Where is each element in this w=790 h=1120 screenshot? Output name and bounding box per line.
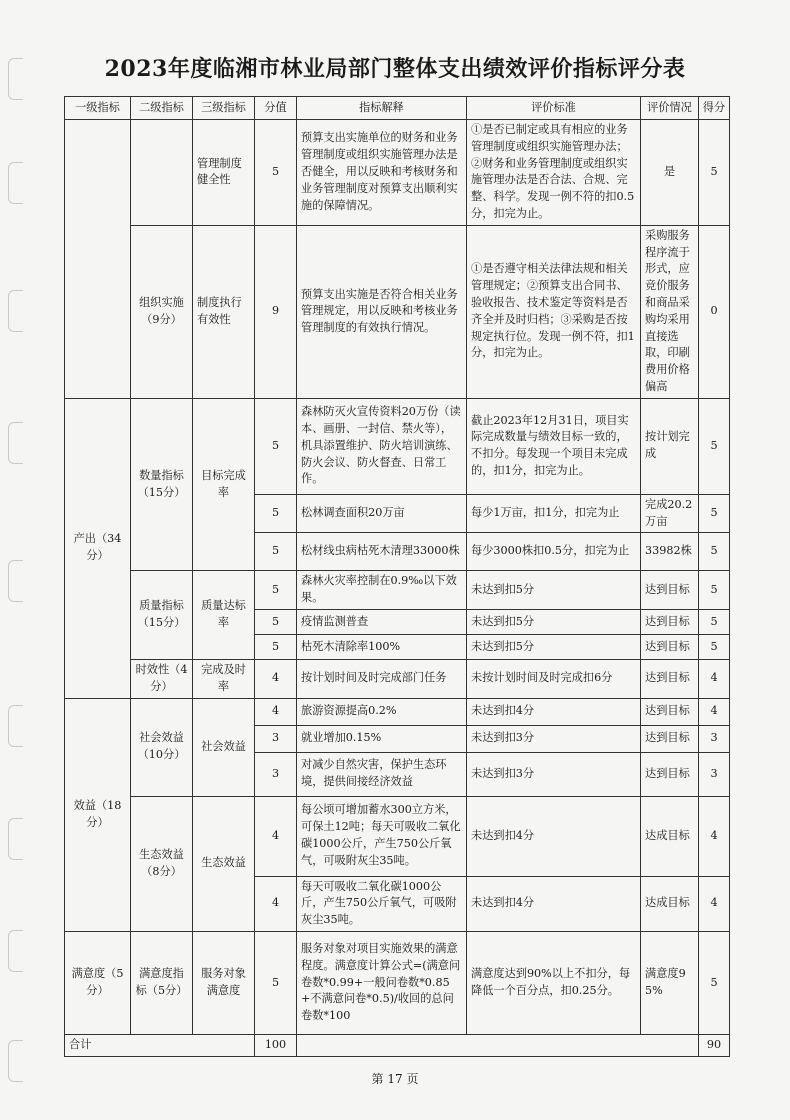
score-cell: 5	[255, 634, 297, 659]
score-cell: 4	[255, 659, 297, 698]
level3-cell: 服务对象满意度	[193, 931, 255, 1034]
standard-cell: 未达到扣4分	[467, 796, 641, 876]
eval-cell: 达到目标	[641, 752, 699, 796]
total-label: 合计	[65, 1034, 255, 1056]
level3-cell: 完成及时率	[193, 659, 255, 698]
total-score: 100	[255, 1034, 297, 1056]
header-cell: 二级指标	[131, 97, 193, 120]
got-cell: 4	[699, 796, 730, 876]
score-cell: 5	[255, 571, 297, 610]
table-row	[65, 698, 730, 725]
level1-cell: 产出（34分）	[65, 398, 131, 698]
standard-cell: 未达到扣4分	[467, 698, 641, 725]
standard-cell: ①是否已制定或具有相应的业务管理制度或组织实施管理办法；②财务和业务管理制度或组织实施管理办法是否合法、合规、完整、科学。发现一例不符的扣0.5分，扣完为止。	[467, 120, 641, 226]
header-cell: 得分	[699, 97, 730, 120]
score-cell: 5	[255, 494, 297, 533]
level3-cell: 制度执行有效性	[193, 225, 255, 398]
standard-cell: 满意度达到90%以上不扣分，每降低一个百分点，扣0.25分。	[467, 931, 641, 1034]
level3-cell: 质量达标率	[193, 571, 255, 660]
standard-cell: 每少3000株扣0.5分，扣完为止	[467, 533, 641, 571]
got-cell: 5	[699, 533, 730, 571]
eval-cell: 采购服务程序流于形式，应竞价服务和商品采购均采用直接选取，印刷费用价格偏高	[641, 225, 699, 398]
explain-cell: 森林防灭火宣传资料20万份（读本、画册、一封信、禁火等），机具添置维护、防火培训演练、防火会议、防火督查、日常工作。	[297, 398, 467, 494]
got-cell: 3	[699, 752, 730, 796]
eval-cell: 按计划完成	[641, 398, 699, 494]
got-cell: 4	[699, 876, 730, 931]
standard-cell: 未达到扣5分	[467, 609, 641, 634]
total-empty	[297, 1034, 699, 1056]
explain-cell: 按计划时间及时完成部门任务	[297, 659, 467, 698]
score-cell: 4	[255, 796, 297, 876]
total-got: 90	[699, 1034, 730, 1056]
explain-cell: 对减少自然灾害，保护生态环境，提供间接经济效益	[297, 752, 467, 796]
score-cell: 3	[255, 725, 297, 752]
header-cell: 评价情况	[641, 97, 699, 120]
table-row	[65, 225, 730, 398]
binder-hole	[8, 705, 23, 747]
eval-cell: 达到目标	[641, 609, 699, 634]
eval-cell: 达成目标	[641, 876, 699, 931]
got-cell: 5	[699, 494, 730, 533]
explain-cell: 每公顷可增加蓄水300立方米，可保土12吨；每天可吸收二氧化碳1000公斤，产生750公斤氧气，可吸附灰尘35吨。	[297, 796, 467, 876]
header-cell: 指标解释	[297, 97, 467, 120]
table-header-row	[65, 97, 730, 120]
level3-cell: 社会效益	[193, 698, 255, 796]
level2-cell: 数量指标（15分）	[131, 398, 193, 571]
table-row	[65, 931, 730, 1034]
eval-cell: 满意度95%	[641, 931, 699, 1034]
explain-cell: 每天可吸收二氧化碳1000公斤，产生750公斤氧气，可吸附灰尘35吨。	[297, 876, 467, 931]
got-cell: 5	[699, 931, 730, 1034]
table-row	[65, 120, 730, 226]
standard-cell: 未达到扣3分	[467, 725, 641, 752]
eval-cell: 达到目标	[641, 571, 699, 610]
score-table	[64, 96, 730, 1057]
standard-cell: 未达到扣5分	[467, 634, 641, 659]
score-cell: 5	[255, 398, 297, 494]
standard-cell: 每少1万亩，扣1分，扣完为止	[467, 494, 641, 533]
header-cell: 一级指标	[65, 97, 131, 120]
binder-hole	[8, 422, 23, 464]
level1-cell	[65, 120, 131, 399]
standard-cell: 未按计划时间及时完成扣6分	[467, 659, 641, 698]
total-row	[65, 1034, 730, 1056]
got-cell: 5	[699, 571, 730, 610]
level2-cell: 生态效益（8分）	[131, 796, 193, 931]
eval-cell: 达成目标	[641, 796, 699, 876]
standard-cell: 未达到扣4分	[467, 876, 641, 931]
eval-cell: 达到目标	[641, 659, 699, 698]
score-cell: 4	[255, 876, 297, 931]
explain-cell: 就业增加0.15%	[297, 725, 467, 752]
got-cell: 5	[699, 398, 730, 494]
level1-cell: 效益（18分）	[65, 698, 131, 931]
binder-hole	[8, 560, 23, 602]
score-cell: 4	[255, 698, 297, 725]
binder-hole	[8, 290, 23, 332]
binder-hole	[8, 930, 23, 972]
level2-cell: 时效性（4分）	[131, 659, 193, 698]
score-cell: 5	[255, 120, 297, 226]
standard-cell: 未达到扣3分	[467, 752, 641, 796]
level3-cell: 管理制度健全性	[193, 120, 255, 226]
standard-cell: 截止2023年12月31日，项目实际完成数量与绩效目标一致的，不扣分。每发现一个项目未完成的，扣1分，扣完为止。	[467, 398, 641, 494]
explain-cell: 松林调查面积20万亩	[297, 494, 467, 533]
standard-cell: 未达到扣5分	[467, 571, 641, 610]
score-cell: 9	[255, 225, 297, 398]
score-cell: 5	[255, 931, 297, 1034]
explain-cell: 松材线虫病枯死木清理33000株	[297, 533, 467, 571]
got-cell: 4	[699, 659, 730, 698]
got-cell: 3	[699, 725, 730, 752]
score-cell: 3	[255, 752, 297, 796]
eval-cell: 达到目标	[641, 634, 699, 659]
table-row	[65, 796, 730, 876]
level2-cell: 组织实施（9分）	[131, 225, 193, 398]
got-cell: 4	[699, 698, 730, 725]
got-cell: 5	[699, 634, 730, 659]
header-cell: 评价标准	[467, 97, 641, 120]
got-cell: 0	[699, 225, 730, 398]
binder-hole	[8, 162, 23, 204]
explain-cell: 森林火灾率控制在0.9‰以下效果。	[297, 571, 467, 610]
eval-cell: 是	[641, 120, 699, 226]
binder-hole	[8, 818, 23, 860]
level3-cell: 目标完成率	[193, 398, 255, 571]
explain-cell: 服务对象对项目实施效果的满意程度。满意度计算公式=(满意问卷数*0.99+一般问卷数*0.85+不满意问卷*0.5)/收回的总问卷数*100	[297, 931, 467, 1034]
level2-cell: 满意度指标（5分）	[131, 931, 193, 1034]
eval-cell: 完成20.2万亩	[641, 494, 699, 533]
level1-cell: 满意度（5分）	[65, 931, 131, 1034]
explain-cell: 枯死木清除率100%	[297, 634, 467, 659]
eval-cell: 33982株	[641, 533, 699, 571]
table-row	[65, 398, 730, 494]
level2-cell: 质量指标（15分）	[131, 571, 193, 660]
got-cell: 5	[699, 609, 730, 634]
page-number: 第 17 页	[371, 1072, 419, 1086]
score-cell: 5	[255, 533, 297, 571]
score-cell: 5	[255, 609, 297, 634]
header-cell: 三级指标	[193, 97, 255, 120]
explain-cell: 预算支出实施单位的财务和业务管理制度或组织实施管理办法是否健全，用以反映和考核财务和业务管理制度对预算支出顺利实施的保障情况。	[297, 120, 467, 226]
level3-cell: 生态效益	[193, 796, 255, 931]
page-title: 2023年度临湘市林业局部门整体支出绩效评价指标评分表	[104, 56, 686, 82]
table-row	[65, 571, 730, 610]
table-row	[65, 659, 730, 698]
explain-cell: 旅游资源提高0.2%	[297, 698, 467, 725]
standard-cell: ①是否遵守相关法律法规和相关管理规定；②预算支出合同书、验收报告、技术鉴定等资料是否齐全并及时归档；③采购是否按规定执行位。发现一例不符，扣1分，扣完为止。	[467, 225, 641, 398]
eval-cell: 达到目标	[641, 698, 699, 725]
explain-cell: 预算支出实施是否符合相关业务管理规定，用以反映和考核业务管理制度的有效执行情况。	[297, 225, 467, 398]
level2-cell	[131, 120, 193, 226]
got-cell: 5	[699, 120, 730, 226]
header-cell: 分值	[255, 97, 297, 120]
level2-cell: 社会效益（10分）	[131, 698, 193, 796]
explain-cell: 疫情监测普查	[297, 609, 467, 634]
eval-cell: 达到目标	[641, 725, 699, 752]
